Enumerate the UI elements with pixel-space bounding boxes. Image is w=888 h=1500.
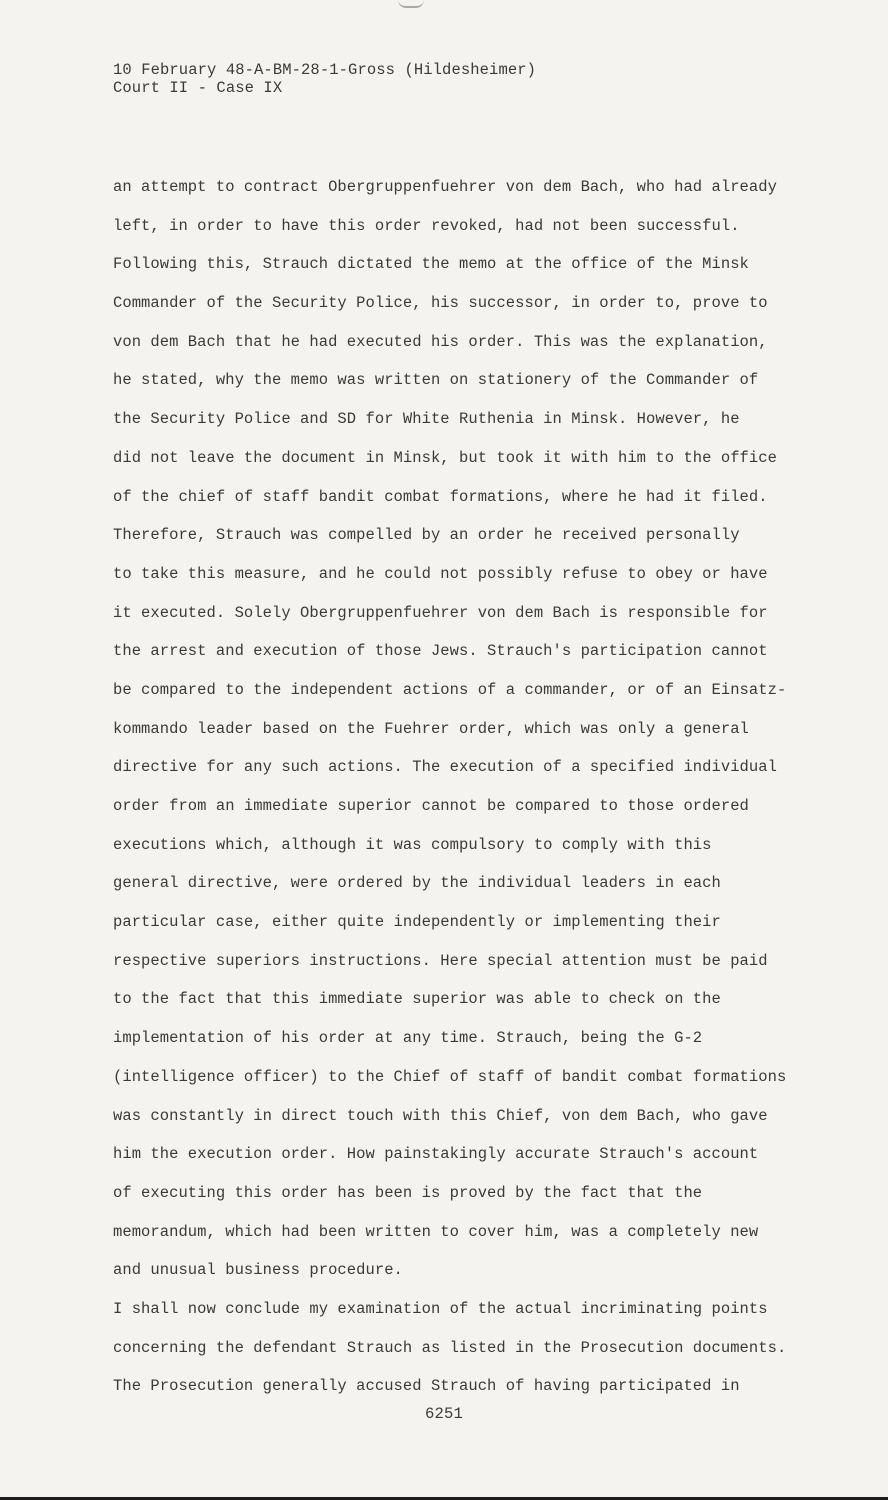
header-line-date-reference: 10 February 48-A-BM-28-1-Gross (Hildesheimer) [113,61,537,79]
body-text [113,175,818,1413]
text-line: von dem Bach that he had executed his order. This was the explanation, [113,332,768,351]
header-line-court-case: Court II - Case IX [113,79,283,97]
text-line: the Security Police and SD for White Ruthenia in Minsk. However, he [113,410,740,429]
text-line: I shall now conclude my examination of the actual incriminating points [113,1299,768,1318]
text-line: he stated, why the memo was written on stationery of the Commander of [113,371,759,390]
text-line: executions which, although it was compulsory to comply with this [113,835,712,854]
text-line: directive for any such actions. The execution of a specified individual [113,758,777,777]
text-line: Following this, Strauch dictated the memo at the office of the Minsk [113,255,749,274]
text-line: (intelligence officer) to the Chief of staff of bandit combat formations [113,1067,787,1086]
document-header [113,61,536,97]
text-line: Therefore, Strauch was compelled by an order he received personally [113,526,740,545]
text-line: respective superiors instructions. Here special attention must be paid [113,951,768,970]
text-line: did not leave the document in Minsk, but took it with him to the office [113,448,777,467]
text-line: the arrest and execution of those Jews. Strauch's participation cannot [113,642,768,661]
text-line: him the execution order. How painstakingly accurate Strauch's account [113,1145,759,1164]
text-line: it executed. Solely Obergruppenfuehrer von dem Bach is responsible for [113,603,768,622]
page-number: 6251 [424,1405,463,1423]
text-line: kommando leader based on the Fuehrer order, which was only a general [113,719,749,738]
text-line: to the fact that this immediate superior was able to check on the [113,990,721,1009]
text-line: of executing this order has been is proved by the fact that the [113,1183,703,1202]
text-line: implementation of his order at any time. Strauch, being the G-2 [113,1029,703,1048]
text-line: order from an immediate superior cannot be compared to those ordered [113,797,749,815]
text-line: to take this measure, and he could not possibly refuse to obey or have [113,564,768,583]
text-line: and unusual business procedure. [113,1261,403,1280]
text-line: Commander of the Security Police, his successor, in order to, prove to [113,294,768,313]
text-line: concerning the defendant Strauch as listed in the Prosecution documents. [113,1338,787,1357]
text-line: was constantly in direct touch with this Chief, von dem Bach, who gave [113,1106,768,1125]
text-line: general directive, were ordered by the individual leaders in each [113,874,721,893]
text-line: particular case, either quite independently or implementing their [113,913,721,932]
text-line: memorandum, which had been written to cover him, was a completely new [113,1222,759,1241]
text-line: an attempt to contract Obergruppenfuehrer von dem Bach, who had already [113,178,777,196]
text-line: be compared to the independent actions of a commander, or of an Einsatz- [113,680,787,699]
text-line: of the chief of staff bandit combat formations, where he had it filed. [113,487,768,506]
text-line: The Prosecution generally accused Strauch of having participated in [113,1377,740,1396]
text-line: left, in order to have this order revoked, had not been successful. [113,216,740,235]
ink-mark [398,0,424,8]
